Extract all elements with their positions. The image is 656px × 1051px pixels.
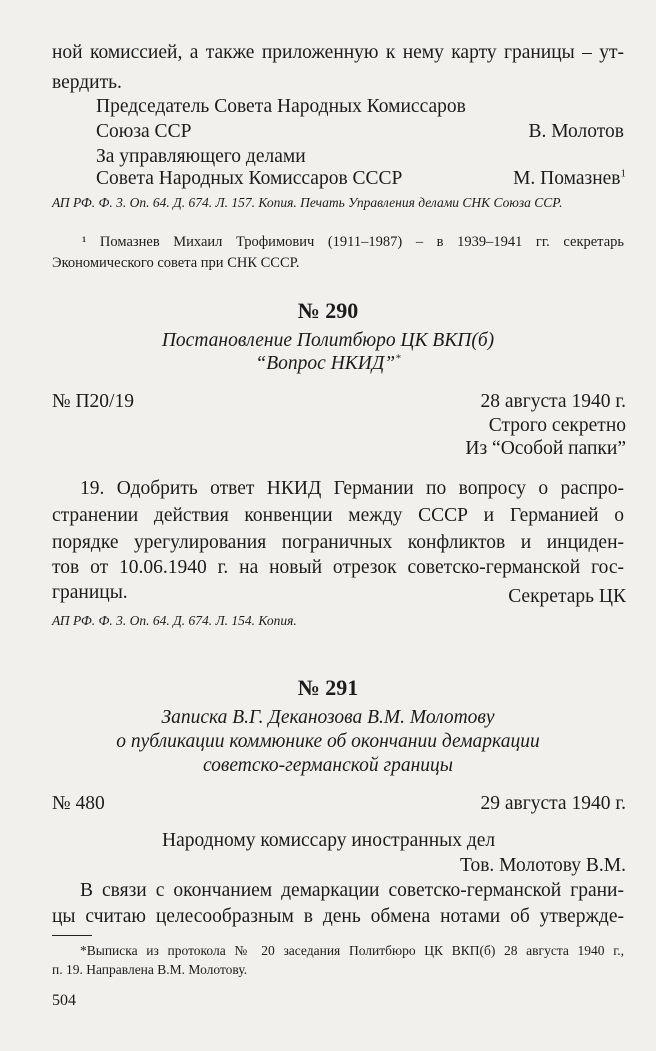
paragraph-line <box>52 906 624 928</box>
document-date: 28 августа 1940 г. <box>480 391 626 412</box>
paragraph-line <box>80 478 624 500</box>
footnote-line: *Выписка из протокола № 20 заседания Политбюро ЦК ВКП(б) 28 августа 1940 г., <box>80 943 624 958</box>
text-line: цы считаю целесообразным в день обмена нотами об утвержде- <box>52 906 624 927</box>
signatory-name <box>513 168 626 190</box>
document-title-text: “Вопрос НКИД” <box>255 353 396 374</box>
paragraph-line <box>52 532 624 554</box>
footnote <box>80 943 624 959</box>
paragraph-line <box>52 557 624 579</box>
paragraph-line: границы. <box>52 582 128 603</box>
text-line: тов от 10.06.1940 г. на новый отрезок советско-германской гос- <box>52 557 624 578</box>
archive-source: АП РФ. Ф. 3. Оп. 64. Д. 674. Л. 157. Копия. Печать Управления делами СНК Союза ССР. <box>52 195 563 210</box>
text-line: порядке урегулирования пограничных конфликтов и инциден- <box>52 532 624 553</box>
document-title: Постановление Политбюро ЦК ВКП(б) <box>161 330 495 351</box>
addressee: Тов. Молотову В.М. <box>460 855 626 876</box>
document-date: 29 августа 1940 г. <box>480 793 626 814</box>
secrecy-stamp: Строго секретно <box>488 415 626 436</box>
document-number: № 290 <box>297 298 359 323</box>
paragraph-line <box>52 505 624 527</box>
text-line: ной комиссией, а также приложенную к нему карту границы – ут- <box>52 42 624 63</box>
document-title: о публикации коммюнике об окончании демаркации <box>116 731 540 752</box>
archive-source: АП РФ. Ф. 3. Оп. 64. Д. 674. Л. 154. Копия. <box>52 613 297 628</box>
signatory-title: Союза ССР <box>96 121 192 142</box>
text-line: В связи с окончанием демаркации советско-германской грани- <box>80 880 624 901</box>
registration-number: № 480 <box>52 793 105 814</box>
footnote-divider <box>52 935 92 936</box>
document-title: советско-германской границы <box>203 755 453 776</box>
text-line: 19. Одобрить ответ НКИД Германии по вопросу о распро- <box>80 478 624 499</box>
footnote-line: ¹ Помазнев Михаил Трофимович (1911–1987) – в 1939–1941 гг. секретарь <box>82 234 624 250</box>
paragraph-line <box>52 42 624 64</box>
footnote <box>82 234 624 251</box>
text-line: странении действия конвенции между СССР и Германией о <box>52 505 624 526</box>
document-number: № 291 <box>297 675 359 700</box>
footnote-line: п. 19. Направлена В.М. Молотову. <box>52 962 248 977</box>
document-title <box>0 353 656 375</box>
footnote-line: Экономического совета при СНК СССР. <box>52 255 300 271</box>
signatory-name: В. Молотов <box>528 121 624 142</box>
signatory-title: Совета Народных Комиссаров СССР <box>96 168 403 189</box>
registration-number: № П20/19 <box>52 391 134 412</box>
signatory-title: За управляющего делами <box>96 146 306 167</box>
signatory-name-text: М. Помазнев <box>513 168 621 189</box>
folder-mark: Из “Особой папки” <box>465 438 626 459</box>
signatory-title: Секретарь ЦК <box>508 586 626 607</box>
addressee: Народному комиссару иностранных дел <box>162 830 496 851</box>
paragraph-line <box>80 880 624 902</box>
signatory-title: Председатель Совета Народных Комиссаров <box>96 96 466 117</box>
paragraph-line: вердить. <box>52 72 122 93</box>
page-number: 504 <box>52 992 76 1009</box>
document-title: Записка В.Г. Деканозова В.М. Молотову <box>161 707 495 728</box>
footnote-mark: * <box>395 352 401 365</box>
footnote-mark: 1 <box>620 167 626 180</box>
